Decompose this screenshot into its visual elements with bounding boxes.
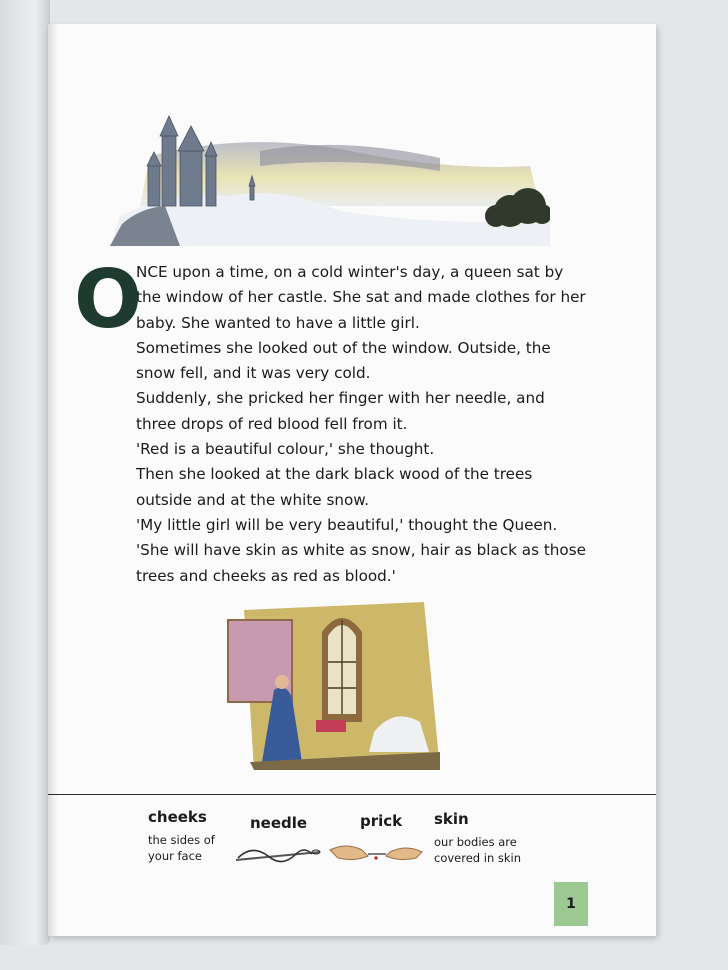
glossary-needle — [250, 814, 307, 832]
glossary-term: prick — [360, 812, 403, 830]
glossary-prick — [360, 812, 402, 830]
story-line: 'Red is a beautiful colour,' she thought. — [136, 440, 435, 459]
castle-winter-illustration — [110, 96, 550, 246]
story-line: the window of her castle. She sat and made clothes for her — [136, 288, 586, 307]
needle-thread-icon — [232, 842, 324, 870]
story-line: Sometimes she looked out of the window. Outside, the — [136, 338, 551, 357]
glossary-definition-line: covered in skin — [434, 851, 522, 865]
glossary-term: cheeks — [148, 808, 207, 826]
story-line: Then she looked at the dark black wood of the trees — [136, 465, 533, 484]
story-line: 'My little girl will be very beautiful,' thought the Queen. — [136, 515, 558, 534]
drop-cap: O — [74, 253, 143, 346]
glossary-term: needle — [250, 814, 308, 832]
glossary-divider — [48, 794, 656, 795]
glossary-term: skin — [434, 810, 469, 828]
glossary-definition-line: our bodies are — [434, 835, 517, 849]
story-line: trees and cheeks as red as blood.' — [136, 566, 396, 585]
glossary-definition-line: your face — [148, 849, 203, 863]
story-line: baby. She wanted to have a little girl. — [136, 313, 420, 332]
left-page-edge — [0, 0, 50, 945]
story-line: three drops of red blood fell from it. — [136, 414, 408, 433]
glossary-skin — [434, 810, 521, 866]
glossary-cheeks — [148, 808, 215, 864]
page-number: 1 — [566, 896, 576, 912]
story-line: Suddenly, she pricked her finger with her needle, and — [136, 389, 545, 408]
glossary-definition-line: the sides of — [148, 833, 215, 847]
book-page — [48, 24, 656, 936]
story-line: outside and at the white snow. — [136, 490, 370, 509]
page-number-badge — [554, 882, 588, 926]
story-line: snow fell, and it was very cold. — [136, 364, 371, 383]
page-spine-shadow — [48, 24, 58, 936]
story-text — [74, 253, 594, 589]
queen-window-illustration — [224, 602, 440, 770]
story-line: 'She will have skin as white as snow, hair as black as those — [136, 541, 586, 560]
story-line: NCE upon a time, on a cold winter's day, a queen sat by — [136, 263, 564, 281]
finger-prick-icon — [328, 840, 424, 866]
